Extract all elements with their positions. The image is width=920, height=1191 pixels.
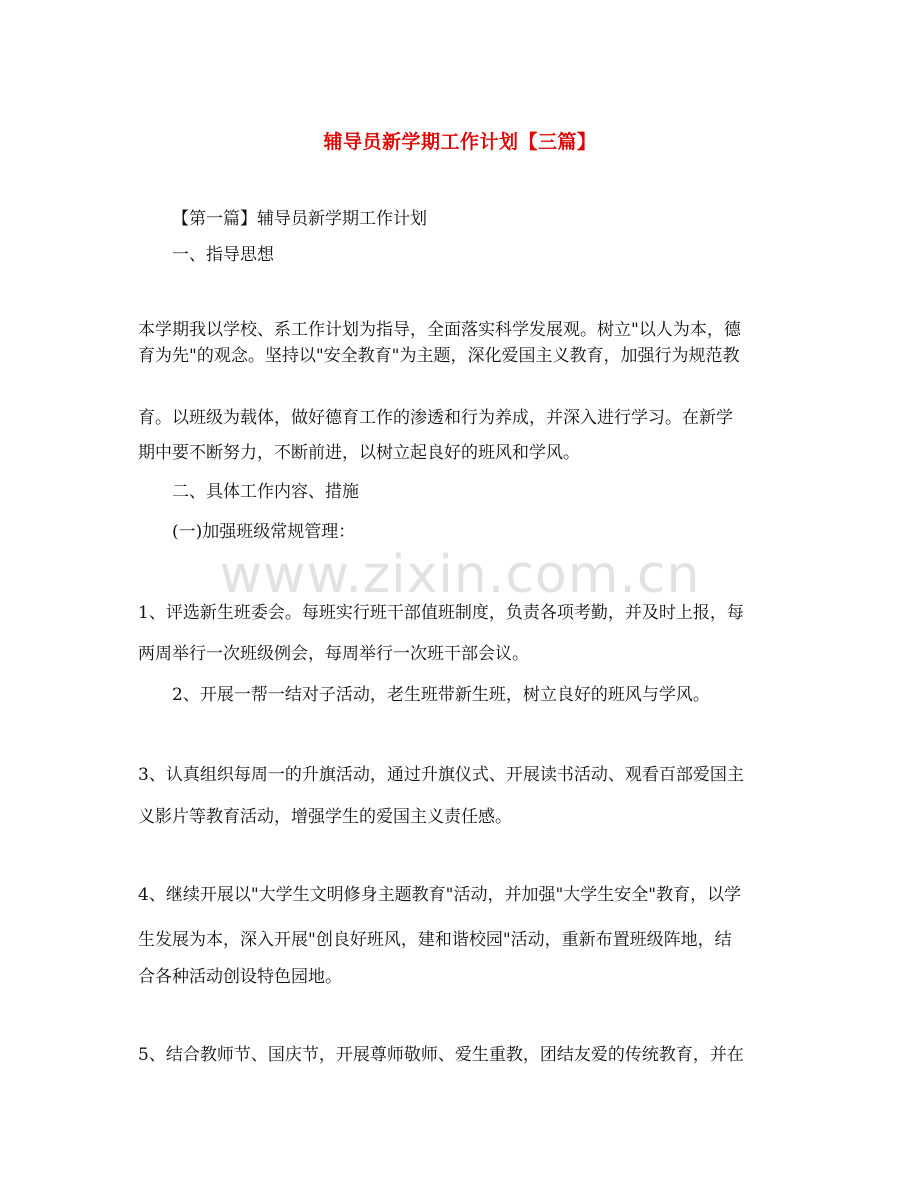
list-item: 2、开展一帮一结对子活动，老生班带新生班，树立良好的班风与学风。: [172, 685, 710, 705]
list-item: 生发展为本，深入开展"创良好班风，建和谐校园"活动，重新布置班级阵地，结: [138, 930, 732, 950]
list-item: 4、继续开展以"大学生文明修身主题教育"活动，并加强"大学生安全"教育，以学: [138, 885, 742, 905]
section-heading: 【第一篇】辅导员新学期工作计划: [172, 209, 427, 229]
subheading: 一、指导思想: [172, 245, 274, 265]
list-item: 合各种活动创设特色园地。: [138, 967, 342, 987]
paragraph-line: 期中要不断努力，不断前进，以树立起良好的班风和学风。: [138, 443, 580, 463]
paragraph-line: 育。以班级为载体，做好德育工作的渗透和行为养成，并深入进行学习。在新学: [138, 408, 733, 428]
list-item: 两周举行一次班级例会，每周举行一次班干部会议。: [138, 644, 529, 664]
list-item: 3、认真组织每周一的升旗活动，通过升旗仪式、开展读书活动、观看百部爱国主: [138, 765, 744, 785]
subheading: (一)加强班级常规管理：: [172, 522, 356, 542]
list-item: 1、评选新生班委会。每班实行班干部值班制度，负责各项考勤，并及时上报，每: [138, 603, 744, 623]
watermark: www.zixin.com.cn: [219, 545, 701, 605]
subheading: 二、具体工作内容、措施: [172, 482, 359, 502]
list-item: 义影片等教育活动，增强学生的爱国主义责任感。: [138, 807, 512, 827]
list-item: 5、结合教师节、国庆节，开展尊师敬师、爱生重教，团结友爱的传统教育，并在: [138, 1045, 744, 1065]
document-title: 辅导员新学期工作计划【三篇】: [323, 131, 597, 153]
paragraph-line: 本学期我以学校、系工作计划为指导，全面落实科学发展观。树立"以人为本，德: [138, 320, 741, 340]
paragraph-line: 育为先"的观念。坚持以"安全教育"为主题，深化爱国主义教育，加强行为规范教: [138, 346, 740, 366]
